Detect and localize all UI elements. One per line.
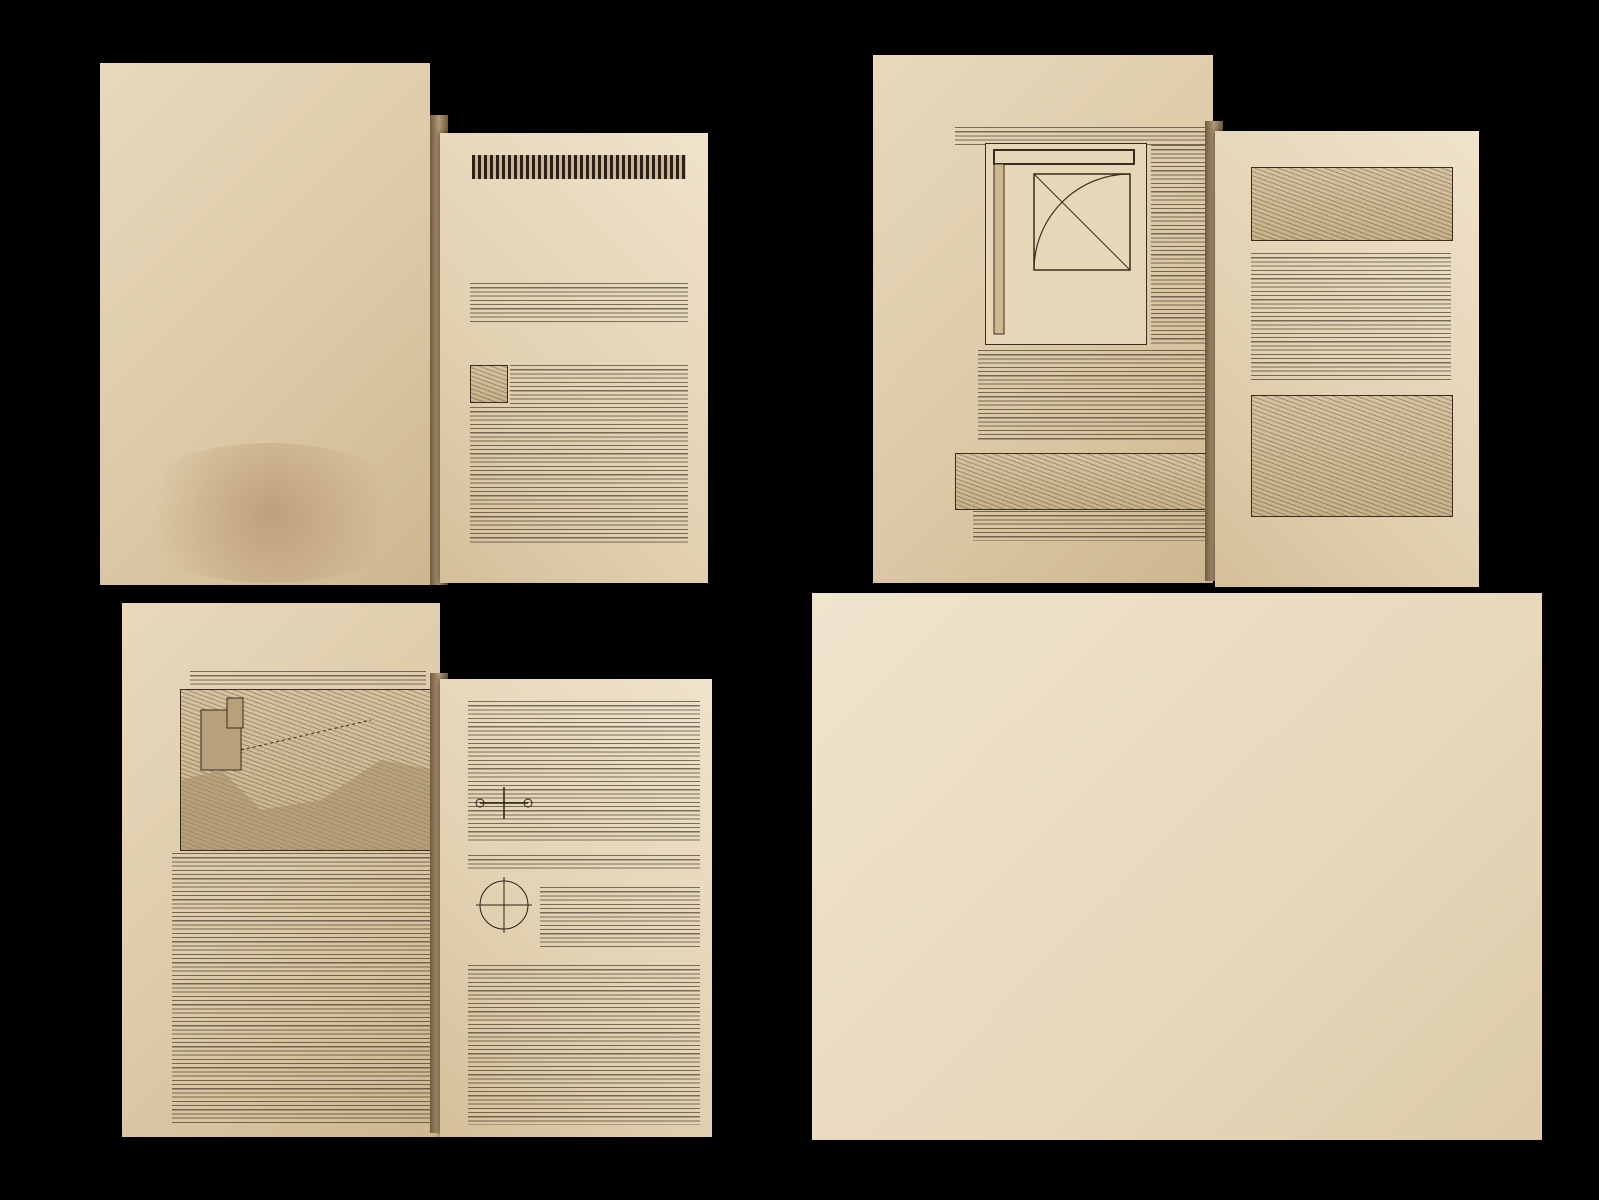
photo-title-spread (100, 55, 710, 587)
body-text (1251, 253, 1451, 381)
bottom-text (973, 511, 1205, 541)
quadrant-drawing (986, 144, 1146, 344)
left-page (122, 603, 440, 1137)
cannon-steep-woodcut (1251, 395, 1453, 517)
cannon-elevated-woodcut (1251, 167, 1453, 241)
lower-text (978, 350, 1208, 440)
right-page (440, 133, 708, 583)
supposition-text (540, 887, 700, 947)
photo-quadrant-spread (873, 55, 1483, 587)
left-page (100, 63, 430, 585)
right-page (440, 679, 712, 1137)
intro-text (470, 283, 688, 323)
circle-diagram (474, 875, 534, 935)
top-text (190, 671, 426, 685)
decorated-initial (470, 365, 508, 403)
hill-siege-woodcut (180, 689, 434, 851)
photo-hill-spread (122, 603, 714, 1139)
left-page (873, 55, 1213, 583)
cannon-level-woodcut (955, 453, 1207, 510)
definition-text (468, 855, 700, 869)
right-page (1215, 131, 1479, 587)
body-text (172, 853, 430, 1123)
column-text-2 (468, 965, 700, 1125)
right-column-text (1151, 145, 1209, 345)
gunners-quadrant-diagram (985, 143, 1147, 345)
balance-figure (474, 783, 534, 823)
castle-drawing (181, 690, 433, 850)
foxing-stain (120, 443, 420, 583)
ornament-band (472, 155, 686, 179)
zoomed-text-detail (812, 593, 1542, 1140)
